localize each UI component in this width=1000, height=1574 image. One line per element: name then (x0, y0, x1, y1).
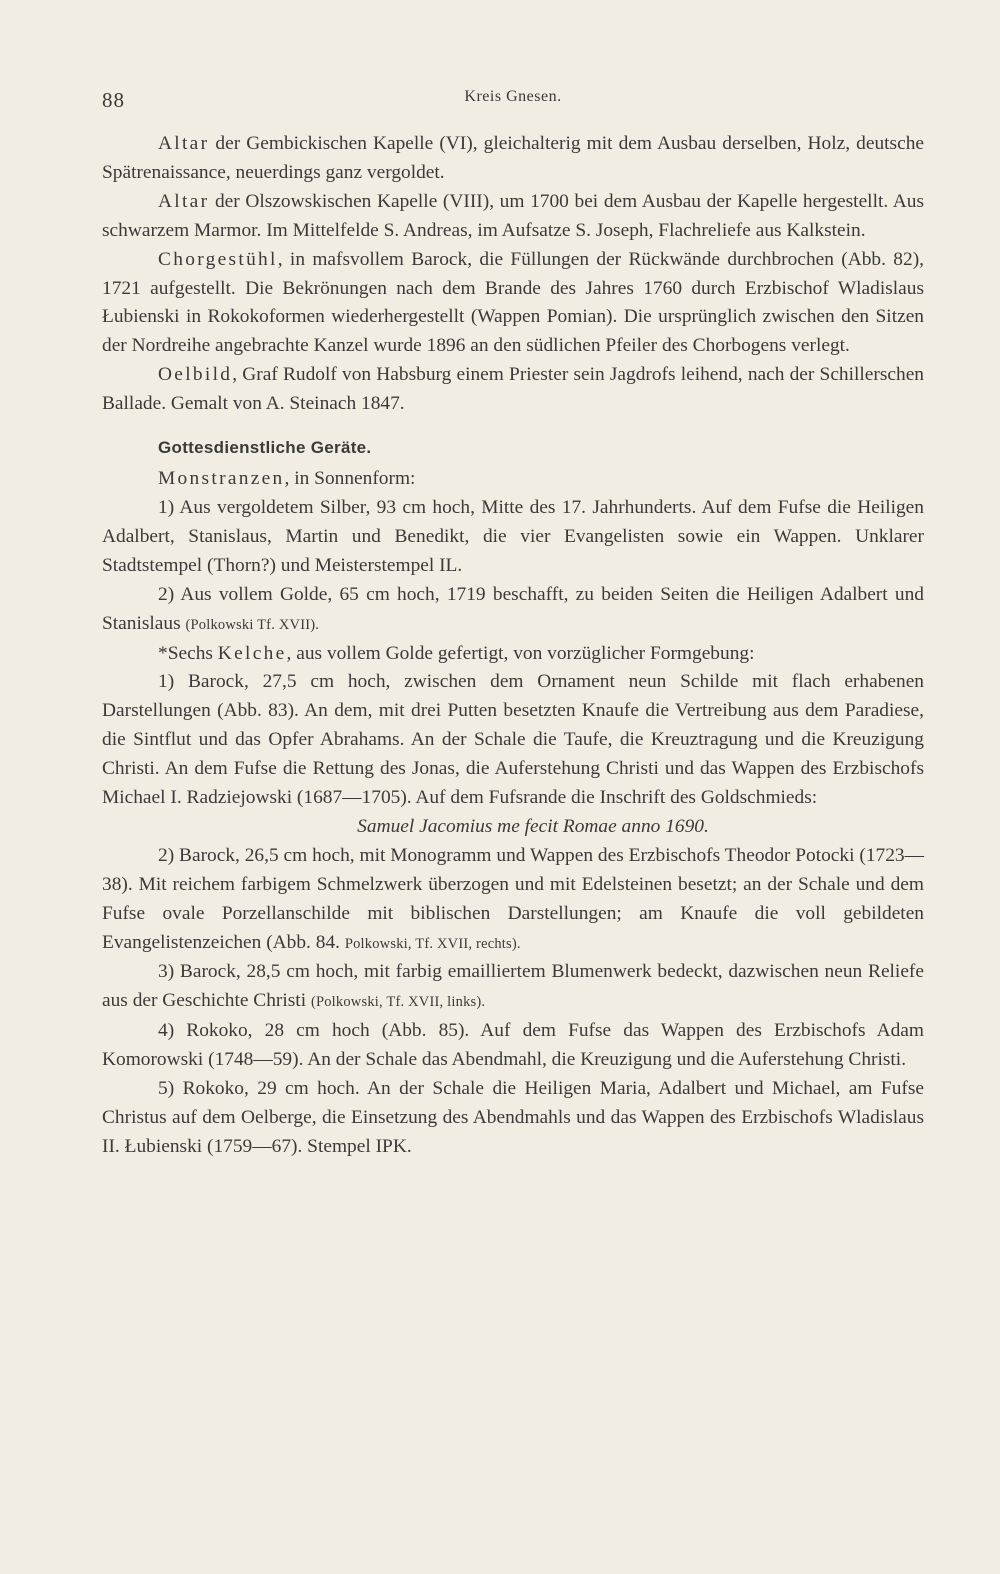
paragraph-monstranz-1 (102, 494, 924, 581)
paragraph-kelch-3 (102, 958, 924, 1017)
entry-text: , Graf Rudolf von Habsburg einem Priester sein Jagdrofs leihend, nach der Schillerschen Ballade. Gemalt von A. Steinach 1847. (102, 364, 924, 415)
entry-text: , in mafsvollem Barock, die Füllungen der Rückwände durchbrochen (Abb. 82), 1721 aufgestellt. Die Bekrönungen nach dem Brande des Jahres 1760 durch Erzbischof Wladislaus Łubienski in Rokokoformen wiederhergestellt (Wappen Pomian). Die ursprünglich zwischen den Sitzen der Nordreihe angebrachte Kanzel wurde 1896 an den südlichen Pfeiler des Chorbogens verlegt. (102, 248, 924, 357)
paragraph-monstranzen (102, 465, 924, 494)
entry-text: 2) Barock, 26,5 cm hoch, mit Monogramm und Wappen des Erzbischofs Theodor Potocki (1723—38). Mit reichem farbigem Schmelzwerk überzogen und mit Edelsteinen besetzt; an der Schale und dem Fufse ovale Porzellanschilde mit biblischen Darstellungen; am Knaufe die voll gebildeten Evangelistenzeichen (Abb. 84. (102, 844, 924, 953)
paragraph-altar-gembicki (102, 130, 924, 188)
entry-text: , aus vollem Golde gefertigt, von vorzüglicher Formgebung: (286, 642, 755, 664)
entry-text: , in Sonnenform: (284, 468, 416, 490)
entry-prefix: *Sechs (158, 642, 218, 664)
entry-text: der Gembickischen Kapelle (VI), gleichalterig mit dem Ausbau derselben, Holz, deutsche Spätrenaissance, neuerdings ganz vergoldet. (102, 133, 924, 183)
paragraph-oelbild (102, 361, 924, 419)
page-number: 88 (102, 88, 125, 112)
entry-text: 1) Aus vergoldetem Silber, 93 cm hoch, Mitte des 17. Jahrhunderts. Auf dem Fufse die Heiligen Adalbert, Stanislaus, Martin und Benedikt, die vier Evangelisten sowie ein Wappen. Unklarer Stadtstempel (Thorn?) und Meisterstempel IL. (102, 496, 924, 576)
reference-note: (Polkowski, Tf. XVII, links). (310, 994, 486, 1011)
page-header (102, 84, 924, 114)
entry-text: 2) Aus vollem Golde, 65 cm hoch, 1719 beschafft, zu beiden Seiten die Heiligen Adalbert und Stanislaus (102, 583, 924, 634)
reference-note: (Polkowski Tf. XVII). (185, 616, 320, 633)
paragraph-kelch-1 (102, 668, 924, 813)
entry-term: Kelche (217, 642, 287, 664)
entry-text: 4) Rokoko, 28 cm hoch (Abb. 85). Auf dem Fufse das Wappen des Erzbischofs Adam Komorowski (1748—59). An der Schale das Abendmahl, die Kreuzigung und die Auferstehung Christi. (102, 1020, 924, 1071)
entry-term: Monstranzen (158, 468, 285, 490)
entry-text: 1) Barock, 27,5 cm hoch, zwischen dem Ornament neun Schilde mit flach erhabenen Darstellungen (Abb. 83). An dem, mit drei Putten besetzten Knaufe die Vertreibung aus dem Paradiese, die Sintflut und das Opfer Abrahams. An der Schale die Taufe, die Kreuztragung und die Kreuzigung Christi. An dem Fufse die Rettung des Jonas, die Auferstehung Christi und das Wappen des Erzbischofs Michael I. Radziejowski (1687—1705). Auf dem Fufsrande die Inschrift des Goldschmieds: (102, 671, 924, 809)
page-body (102, 130, 924, 1162)
paragraph-altar-olszowski (102, 188, 924, 246)
paragraph-kelch-2 (102, 842, 924, 959)
reference-note: Polkowski, Tf. XVII, rechts). (344, 935, 521, 952)
paragraph-monstranz-2 (102, 581, 924, 640)
paragraph-kelche (102, 640, 924, 669)
section-heading: Gottesdienstliche Geräte. (158, 438, 372, 458)
entry-term: Altar (158, 133, 210, 154)
entry-text: der Olszowskischen Kapelle (VIII), um 1700 bei dem Ausbau der Kapelle hergestellt. Aus schwarzem Marmor. Im Mittelfelde S. Andreas, im Aufsatze S. Joseph, Flachreliefe aus Kalkstein. (102, 190, 924, 241)
paragraph-kelch-4 (102, 1017, 924, 1075)
entry-term: Chorgestühl (158, 248, 278, 270)
paragraph-kelch-5 (102, 1075, 924, 1162)
inscription-line: Samuel Jacomius me fecit Romae anno 1690. (357, 815, 709, 837)
entry-text: 5) Rokoko, 29 cm hoch. An der Schale die Heiligen Maria, Adalbert und Michael, am Fufse Christus auf dem Oelberge, die Einsetzung des Abendmahls und das Wappen des Erzbischofs Wladislaus II. Łubienski (1759—67). Stempel IPK. (102, 1078, 924, 1157)
running-title: Kreis Gnesen. (464, 88, 562, 105)
entry-term: Oelbild (158, 364, 233, 386)
entry-text: 3) Barock, 28,5 cm hoch, mit farbig emailliertem Blumenwerk bedeckt, dazwischen neun Reliefe aus der Geschichte Christi (102, 961, 924, 1012)
entry-term: Altar (158, 190, 210, 212)
paragraph-chorgestuehl (102, 246, 924, 362)
